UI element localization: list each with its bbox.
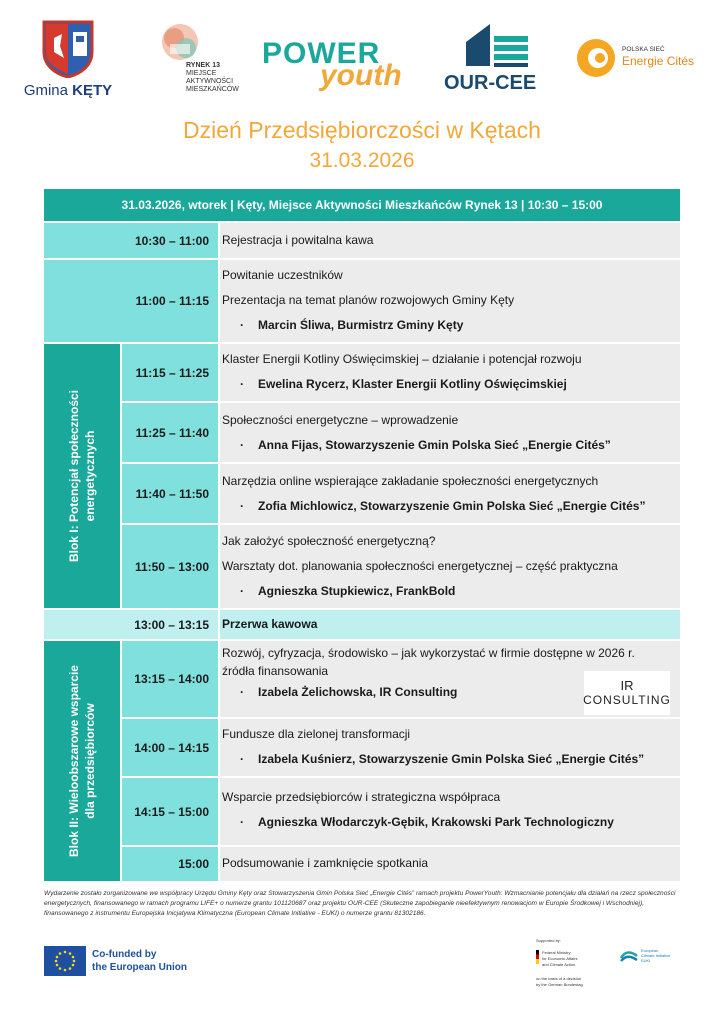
ourcee-text: OUR-CEE xyxy=(444,72,537,94)
row-speaker: · Agnieszka Włodarczyk-Gębik, Krakowski Park Technologiczny xyxy=(222,810,672,835)
euki-logo: European Climate Initiative EUKI xyxy=(620,948,670,963)
row-time: 13:15 – 14:00 xyxy=(122,641,218,717)
row-description xyxy=(220,610,680,639)
rynek-building-icon xyxy=(160,22,200,66)
power-word: POWER xyxy=(262,37,381,70)
row-description xyxy=(220,847,680,881)
poweryouth-logo xyxy=(262,38,412,102)
supported-label: Supported by: xyxy=(536,938,561,943)
bullet-icon: · xyxy=(240,318,244,332)
gmina-kety-logo xyxy=(18,18,118,100)
bullet-icon: · xyxy=(240,815,244,829)
supported-by-block: Supported by: Federal Ministry for Economic Affairs and Climate Action on the basis of a decision by the German Bundestag xyxy=(536,938,606,988)
row-line: źródła finansowania xyxy=(222,664,329,678)
rynek-line4: MIESZKAŃCÓW xyxy=(186,86,239,93)
page-title: Dzień Przedsiębiorczości w Kętach xyxy=(183,117,541,143)
agenda-row xyxy=(44,260,680,342)
page-date: 31.03.2026 xyxy=(309,149,415,172)
agenda-row xyxy=(44,344,680,401)
row-description xyxy=(220,464,680,523)
row-line: Przerwa kawowa xyxy=(222,617,318,631)
bullet-icon: · xyxy=(240,438,244,452)
eu-text: Co-funded by the European Union xyxy=(92,949,187,973)
row-speaker: · Zofia Michlowicz, Stowarzyszenie Gmin Polska Sieć „Energie Cités” xyxy=(222,494,672,519)
row-speaker: · Agnieszka Stupkiewicz, FrankBold xyxy=(222,579,672,604)
rynek13-logo xyxy=(160,22,250,106)
row-line: Podsumowanie i zamknięcie spotkania xyxy=(222,856,429,870)
row-line: Społeczności energetyczne – wprowadzenie xyxy=(222,413,459,427)
agenda-row xyxy=(44,223,680,258)
bullet-icon: · xyxy=(240,499,244,513)
bullet-icon: · xyxy=(240,752,244,766)
row-speaker: · Ewelina Rycerz, Klaster Energii Kotliny Oświęcimskiej xyxy=(222,372,672,397)
agenda-row xyxy=(44,403,680,462)
agenda-table xyxy=(44,189,680,881)
youth-word: youth xyxy=(320,59,402,92)
row-description xyxy=(220,525,680,608)
row-description xyxy=(220,260,680,342)
row-line: Klaster Energii Kotliny Oświęcimskiej – działanie i potencjał rozwoju xyxy=(222,352,582,366)
energie-cites-logo xyxy=(576,38,706,88)
footnote: Wydarzenie zostało zorganizowane we współpracy Urzędu Gminy Kęty oraz Stowarzyszenia Gmin Polska Sieć „Energie Cités” ramach projektu PowerYouth: Wzmacnianie potencjału dla działań na rzecz społeczności energetycznych, finansowanego w ramach programu LIFE+ o numerze grantu 101120687 oraz projektu OUR-CEE (Skuteczne zapobieganie nieefektywnym renowacjom w Europie Środkowej i Wschodniej), finansowanego z instrumentu Europejska Inicjatywa Klimatyczna (European Climate Initiative - EUKI) o numerze grantu 81302186. xyxy=(44,890,676,917)
coat-of-arms-icon xyxy=(40,18,96,78)
agenda-row xyxy=(44,847,680,881)
row-time: 13:00 – 13:15 xyxy=(44,610,218,639)
house-steps-icon xyxy=(460,22,530,68)
energie-line1: POLSKA SIEĆ xyxy=(622,46,665,53)
gmina-prefix: Gmina xyxy=(23,82,73,99)
row-line: Jak założyć społeczność energetyczną? xyxy=(222,534,436,548)
agenda-row xyxy=(44,641,680,717)
row-time: 11:40 – 11:50 xyxy=(122,464,218,523)
bullet-icon: · xyxy=(240,685,244,699)
row-description xyxy=(220,719,680,776)
energie-cites-swirl-icon xyxy=(576,38,616,78)
agenda-row-break xyxy=(44,610,680,639)
agenda-row xyxy=(44,464,680,523)
row-line: Narzędzia online wspierające zakładanie społeczności energetycznych xyxy=(222,474,599,488)
row-line: Powitanie uczestników xyxy=(222,268,343,282)
row-description xyxy=(220,223,680,258)
energie-line2: Energie Cités xyxy=(622,54,695,68)
row-time: 11:25 – 11:40 xyxy=(122,403,218,462)
agenda-row xyxy=(44,778,680,845)
ir-logo-bottom: CONSULTING xyxy=(583,693,671,707)
rynek-line2: MIEJSCE xyxy=(186,70,217,77)
bullet-icon: · xyxy=(240,377,244,391)
row-time: 14:00 – 14:15 xyxy=(122,719,218,776)
row-line: Rozwój, cyfryzacja, środowisko – jak wykorzystać w firmie dostępne w 2026 r. xyxy=(222,646,635,660)
bullet-icon: · xyxy=(240,584,244,598)
row-line: Warsztaty dot. planowania społeczności energetycznej – część praktyczna xyxy=(222,559,618,573)
rynek-line1: RYNEK 13 xyxy=(186,62,220,69)
agenda-row xyxy=(44,525,680,608)
row-speaker: · Marcin Śliwa, Burmistrz Gminy Kęty xyxy=(222,313,672,338)
row-speaker: · Izabela Żelichowska, IR Consulting xyxy=(222,680,672,705)
rynek-line3: AKTYWNOŚCI xyxy=(186,78,234,85)
gmina-name: KĘTY xyxy=(72,82,113,99)
row-time: 11:00 – 11:15 xyxy=(44,260,218,342)
row-description xyxy=(220,344,680,401)
ir-logo-top: IR xyxy=(620,678,634,693)
eu-flag-icon xyxy=(44,946,86,976)
ourcee-logo xyxy=(440,22,550,104)
row-time: 10:30 – 11:00 xyxy=(44,223,218,258)
row-line: Wsparcie przedsiębiorców i strategiczna współpraca xyxy=(222,790,501,804)
row-line: Fundusze dla zielonej transformacji xyxy=(222,727,411,741)
eu-cofunded-logo xyxy=(44,946,187,976)
agenda-row xyxy=(44,719,680,776)
row-time: 15:00 xyxy=(122,847,218,881)
row-time: 11:15 – 11:25 xyxy=(122,344,218,401)
row-time: 11:50 – 13:00 xyxy=(122,525,218,608)
row-speaker: · Anna Fijas, Stowarzyszenie Gmin Polska Sieć „Energie Cités” xyxy=(222,433,672,458)
row-speaker: · Izabela Kuśnierz, Stowarzyszenie Gmin Polska Sieć „Energie Cités” xyxy=(222,747,672,772)
euki-wave-icon xyxy=(620,949,638,963)
blok-2-label: Blok II: Wieloobszarowe wsparcie dla przedsiębiorców xyxy=(44,641,120,881)
blok-1-label: Blok I: Potencjał społeczności energetycznych xyxy=(44,344,120,608)
row-line: Prezentacja na temat planów rozwojowych Gminy Kęty xyxy=(222,293,515,307)
row-description xyxy=(220,641,680,717)
logo-bar xyxy=(0,14,724,114)
agenda-header: 31.03.2026, wtorek | Kęty, Miejsce Aktywności Mieszkańców Rynek 13 | 10:30 – 15:00 xyxy=(44,189,680,221)
ir-consulting-logo xyxy=(584,671,670,715)
german-flag-icon xyxy=(536,950,539,964)
row-line: Rejestracja i powitalna kawa xyxy=(222,233,374,247)
row-description xyxy=(220,403,680,462)
row-description xyxy=(220,778,680,845)
row-time: 14:15 – 15:00 xyxy=(122,778,218,845)
